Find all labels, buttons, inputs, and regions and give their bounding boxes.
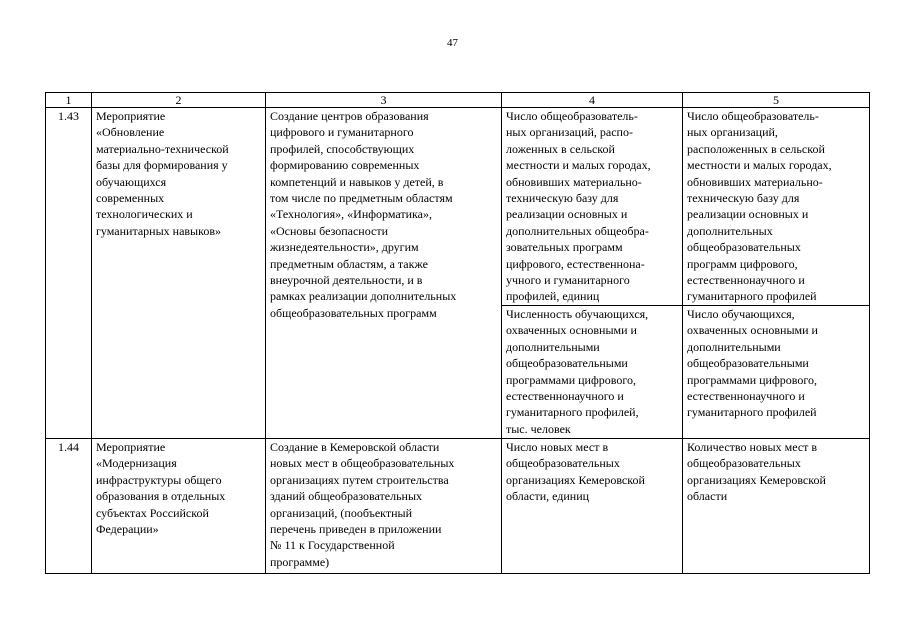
indicator-cell: Число общеобразователь- ных организаций, расположенных в сельской местности и малых городах, обновивших материально- техническую базу для реализации основных и дополнительных общеобразовательных программ цифрового, естественнонаучного и гуманитарного профилей: [683, 108, 870, 306]
indicator-cell: Число обучающихся, охваченных основными и дополнительными общеобразовательными программами цифрового, естественнонаучного и гуманитарного профилей: [683, 305, 870, 438]
table-row-1-44: [46, 438, 870, 573]
indicator-cell: Количество новых мест в общеобразовательных организациях Кемеровской области: [683, 438, 870, 573]
row-number-cell: 1.43: [46, 108, 92, 439]
column-header-2: 2: [92, 93, 266, 108]
indicator-cell: Численность обучающихся, охваченных основными и дополнительными общеобразовательными программами цифрового, естественнонаучного и гуманитарного профилей, тыс. человек: [502, 305, 683, 438]
event-name-cell: Мероприятие «Обновление материально-технической базы для формирования у обучающихся современных технологических и гуманитарных навыков»: [92, 108, 266, 439]
column-header-5: 5: [683, 93, 870, 108]
event-description-cell: Создание в Кемеровской области новых мест в общеобразовательных организациях путем строительства зданий общеобразовательных организаций, (пообъектный перечень приведен в приложении № 11 к Государственной программе): [266, 438, 502, 573]
event-description-cell: Создание центров образования цифрового и гуманитарного профилей, способствующих формированию современных компетенций и навыков у детей, в том числе по предметным областям «Технология», «Информатика», «Основы безопасности жизнедеятельности», другим предметным областям, а также внеурочной деятельности, и в рамках реализации дополнительных общеобразовательных программ: [266, 108, 502, 439]
column-header-4: 4: [502, 93, 683, 108]
page-number: 47: [447, 37, 458, 49]
indicator-cell: Число общеобразователь- ных организаций, распо- ложенных в сельской местности и малых городах, обновивших материально- техническую базу для реализации основных и дополнительных общеобра- зовательных программ цифрового, естественнона- учного и гуманитарного профилей, единиц: [502, 108, 683, 306]
row-number-cell: 1.44: [46, 438, 92, 573]
program-events-table: [45, 92, 870, 574]
column-header-1: 1: [46, 93, 92, 108]
indicator-cell: Число новых мест в общеобразовательных организациях Кемеровской области, единиц: [502, 438, 683, 573]
event-name-cell: Мероприятие «Модернизация инфраструктуры общего образования в отдельных субъектах Российской Федерации»: [92, 438, 266, 573]
column-header-3: 3: [266, 93, 502, 108]
table-row-1-43: [46, 108, 870, 306]
table-header-row: [46, 93, 870, 108]
